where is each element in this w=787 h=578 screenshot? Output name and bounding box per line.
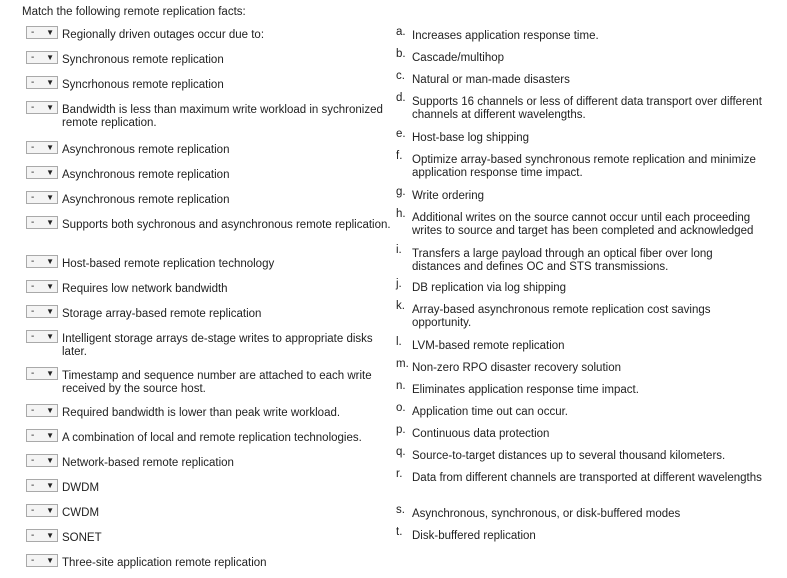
dropdown-value: - xyxy=(31,505,35,516)
answer-dropdown[interactable] xyxy=(26,76,58,89)
option-text: Transfers a large payload through an optical fiber over long distances and defines OC and STS transmissions. xyxy=(412,248,713,273)
dropdown-arrow-icon: ▼ xyxy=(46,456,54,465)
dropdown-arrow-icon: ▼ xyxy=(46,78,54,87)
answer-dropdown[interactable] xyxy=(26,255,58,268)
fact-text: Bandwidth is less than maximum write workload in sychronized remote replication. xyxy=(62,104,383,129)
answer-dropdown[interactable] xyxy=(26,216,58,229)
dropdown-value: - xyxy=(31,530,35,541)
answer-dropdown[interactable] xyxy=(26,429,58,442)
option-letter: p. xyxy=(396,424,406,436)
option-letter: c. xyxy=(396,70,405,82)
fact-text: Three-site application remote replication xyxy=(62,557,267,569)
dropdown-value: - xyxy=(31,77,35,88)
dropdown-value: - xyxy=(31,52,35,63)
option-letter: f. xyxy=(396,150,403,162)
dropdown-arrow-icon: ▼ xyxy=(46,406,54,415)
answer-dropdown[interactable] xyxy=(26,191,58,204)
dropdown-arrow-icon: ▼ xyxy=(46,103,54,112)
option-text: Natural or man-made disasters xyxy=(412,74,570,86)
fact-text: SONET xyxy=(62,532,102,544)
fact-text: Synchronous remote replication xyxy=(62,54,224,66)
answer-dropdown[interactable] xyxy=(26,504,58,517)
dropdown-arrow-icon: ▼ xyxy=(46,556,54,565)
dropdown-value: - xyxy=(31,142,35,153)
fact-text: Asynchronous remote replication xyxy=(62,144,230,156)
option-text: Optimize array-based synchronous remote replication and minimize application response time impact. xyxy=(412,154,756,179)
dropdown-value: - xyxy=(31,192,35,203)
dropdown-arrow-icon: ▼ xyxy=(46,143,54,152)
option-letter: j. xyxy=(396,278,402,290)
dropdown-arrow-icon: ▼ xyxy=(46,506,54,515)
answer-dropdown[interactable] xyxy=(26,479,58,492)
answer-dropdown[interactable] xyxy=(26,554,58,567)
dropdown-value: - xyxy=(31,167,35,178)
dropdown-arrow-icon: ▼ xyxy=(46,332,54,341)
option-letter: l. xyxy=(396,336,402,348)
dropdown-value: - xyxy=(31,555,35,566)
dropdown-arrow-icon: ▼ xyxy=(46,531,54,540)
option-letter: r. xyxy=(396,468,403,480)
option-text: Non-zero RPO disaster recovery solution xyxy=(412,362,621,374)
option-letter: e. xyxy=(396,128,406,140)
fact-text: Timestamp and sequence number are attached to each write received by the source host. xyxy=(62,370,372,395)
fact-text: Intelligent storage arrays de-stage writes to appropriate disks later. xyxy=(62,333,373,358)
fact-text: Requires low network bandwidth xyxy=(62,283,228,295)
fact-text: Regionally driven outages occur due to: xyxy=(62,29,265,41)
fact-text: Asynchronous remote replication xyxy=(62,194,230,206)
option-text: Cascade/multihop xyxy=(412,52,505,64)
option-text: Eliminates application response time impact. xyxy=(412,384,639,396)
answer-dropdown[interactable] xyxy=(26,330,58,343)
option-letter: a. xyxy=(396,26,406,38)
dropdown-value: - xyxy=(31,306,35,317)
answer-dropdown[interactable] xyxy=(26,101,58,114)
answer-dropdown[interactable] xyxy=(26,454,58,467)
answer-dropdown[interactable] xyxy=(26,141,58,154)
option-text: Data from different channels are transported at different wavelengths xyxy=(412,472,762,484)
dropdown-arrow-icon: ▼ xyxy=(46,481,54,490)
option-text: Source-to-target distances up to several thousand kilometers. xyxy=(412,450,726,462)
dropdown-arrow-icon: ▼ xyxy=(46,28,54,37)
dropdown-value: - xyxy=(31,281,35,292)
dropdown-arrow-icon: ▼ xyxy=(46,257,54,266)
fact-text: Required bandwidth is lower than peak write workload. xyxy=(62,407,341,419)
option-text: Disk-buffered replication xyxy=(412,530,536,542)
option-text: Continuous data protection xyxy=(412,428,550,440)
dropdown-arrow-icon: ▼ xyxy=(46,218,54,227)
dropdown-value: - xyxy=(31,256,35,267)
option-letter: d. xyxy=(396,92,406,104)
option-letter: g. xyxy=(396,186,406,198)
fact-text: Host-based remote replication technology xyxy=(62,258,275,270)
option-text: Array-based asynchronous remote replication cost savings opportunity. xyxy=(412,304,711,329)
dropdown-value: - xyxy=(31,102,35,113)
option-letter: i. xyxy=(396,244,402,256)
fact-text: A combination of local and remote replication technologies. xyxy=(62,432,362,444)
option-letter: t. xyxy=(396,526,403,538)
answer-dropdown[interactable] xyxy=(26,367,58,380)
dropdown-value: - xyxy=(31,27,35,38)
dropdown-value: - xyxy=(31,455,35,466)
answer-dropdown[interactable] xyxy=(26,305,58,318)
option-letter: b. xyxy=(396,48,406,60)
dropdown-value: - xyxy=(31,368,35,379)
option-letter: s. xyxy=(396,504,405,516)
option-text: Supports 16 channels or less of different data transport over different channels at different wavelengths. xyxy=(412,96,762,121)
fact-text: CWDM xyxy=(62,507,100,519)
dropdown-arrow-icon: ▼ xyxy=(46,53,54,62)
option-text: DB replication via log shipping xyxy=(412,282,567,294)
option-letter: h. xyxy=(396,208,406,220)
fact-text: Network-based remote replication xyxy=(62,457,234,469)
option-text: Increases application response time. xyxy=(412,30,599,42)
fact-text: Storage array-based remote replication xyxy=(62,308,262,320)
fact-text: Supports both sychronous and asynchronous remote replication. xyxy=(62,219,391,231)
option-letter: m. xyxy=(396,358,409,370)
answer-dropdown[interactable] xyxy=(26,51,58,64)
option-text: Host-base log shipping xyxy=(412,132,529,144)
option-letter: q. xyxy=(396,446,406,458)
dropdown-value: - xyxy=(31,405,35,416)
option-letter: k. xyxy=(396,300,405,312)
fact-text: Syncrhonous remote replication xyxy=(62,79,224,91)
dropdown-value: - xyxy=(31,217,35,228)
dropdown-arrow-icon: ▼ xyxy=(46,369,54,378)
option-text: Application time out can occur. xyxy=(412,406,568,418)
option-text: Additional writes on the source cannot occur until each proceeding writes to source and target has been completed and acknowledged xyxy=(412,212,754,237)
option-text: LVM-based remote replication xyxy=(412,340,565,352)
fact-text: Asynchronous remote replication xyxy=(62,169,230,181)
answer-dropdown[interactable] xyxy=(26,166,58,179)
option-text: Asynchronous, synchronous, or disk-buffered modes xyxy=(412,508,681,520)
answer-dropdown[interactable] xyxy=(26,280,58,293)
dropdown-arrow-icon: ▼ xyxy=(46,282,54,291)
dropdown-value: - xyxy=(31,430,35,441)
answer-dropdown[interactable] xyxy=(26,404,58,417)
option-text: Write ordering xyxy=(412,190,485,202)
option-letter: n. xyxy=(396,380,406,392)
answer-dropdown[interactable] xyxy=(26,529,58,542)
dropdown-arrow-icon: ▼ xyxy=(46,193,54,202)
dropdown-value: - xyxy=(31,331,35,342)
fact-text: DWDM xyxy=(62,482,100,494)
option-letter: o. xyxy=(396,402,406,414)
dropdown-value: - xyxy=(31,480,35,491)
dropdown-arrow-icon: ▼ xyxy=(46,168,54,177)
instruction-text: Match the following remote replication facts: xyxy=(22,6,246,18)
dropdown-arrow-icon: ▼ xyxy=(46,431,54,440)
dropdown-arrow-icon: ▼ xyxy=(46,307,54,316)
answer-dropdown[interactable] xyxy=(26,26,58,39)
